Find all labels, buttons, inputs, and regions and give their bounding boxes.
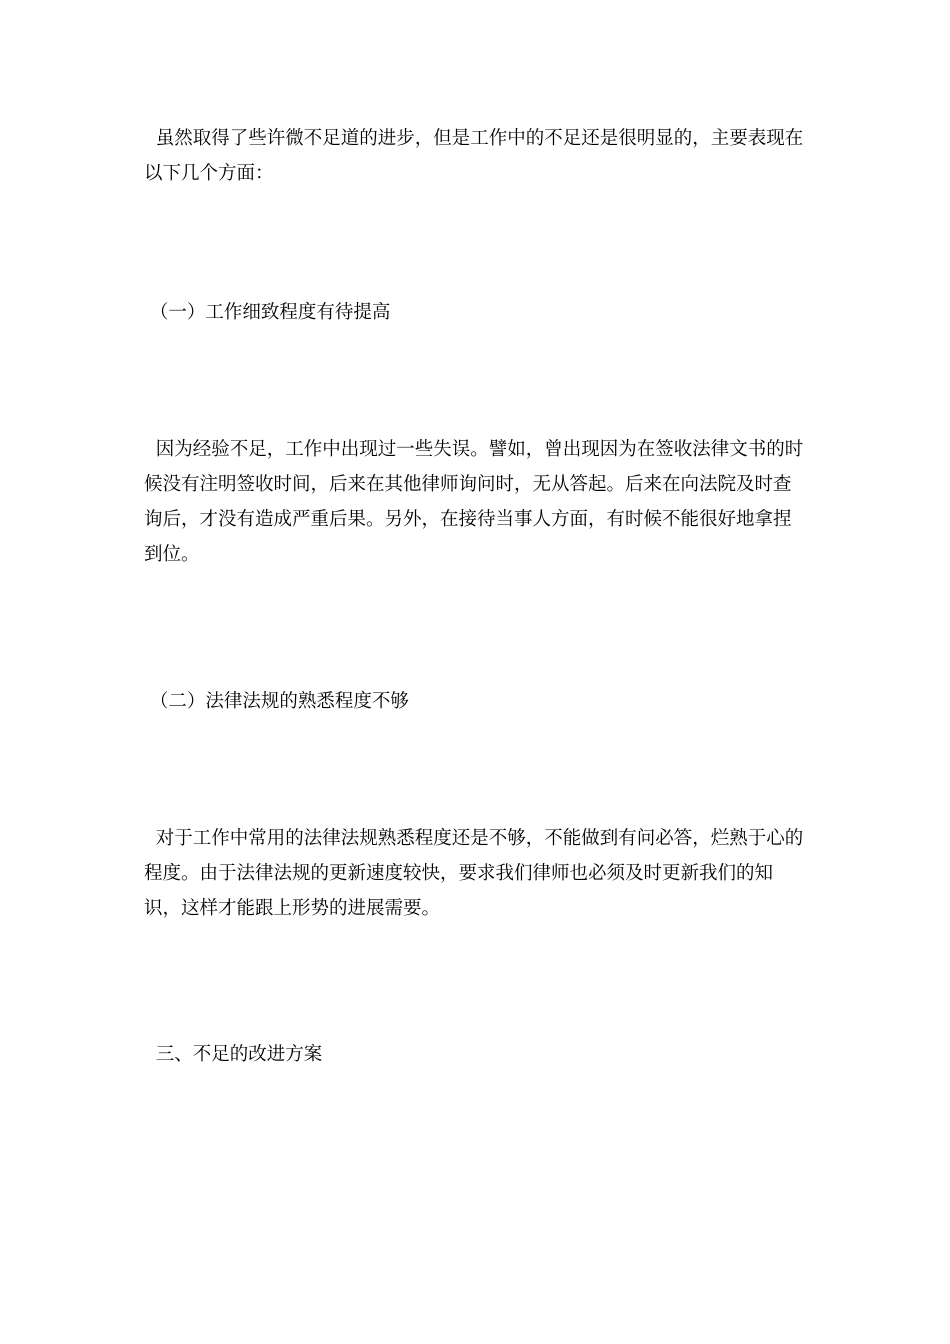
section-heading-improvement-plan: 三、不足的改进方案 xyxy=(144,1044,323,1065)
body-paragraph-progress: 虽然取得了些许微不足道的进步，但是工作中的不足还是很明显的，主要表现在以下几个方面： xyxy=(144,128,804,184)
body-paragraph-law-knowledge: 对于工作中常用的法律法规熟悉程度还是不够，不能做到有问必答，烂熟于心的程度。由于法律法规的更新速度较快，要求我们律师也必须及时更新我们的知识，这样才能跟上形势的进展需要。 xyxy=(144,828,804,919)
section-heading-detail: （一）工作细致程度有待提高 xyxy=(144,302,391,323)
body-paragraph-mistakes: 因为经验不足，工作中出现过一些失误。譬如，曾出现因为在签收法律文书的时候没有注明签收时间，后来在其他律师询问时，无从答起。后来在向法院及时查询后，才没有造成严重后果。另外，在接待当事人方面，有时候不能很好地拿捏到位。 xyxy=(144,439,804,565)
section-heading-law-familiarity: （二）法律法规的熟悉程度不够 xyxy=(144,691,409,712)
